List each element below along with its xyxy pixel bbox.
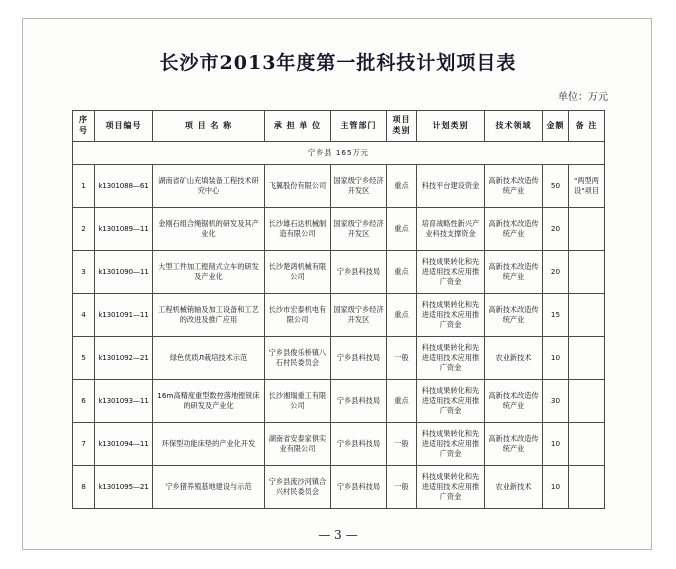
cell-field: 高新技术改造传统产业: [485, 423, 543, 466]
cell-field: 高新技术改造传统产业: [485, 165, 543, 208]
project-table: [72, 110, 605, 509]
cell-amount: 15: [543, 294, 569, 337]
cell-dept: 宁乡县科技局: [331, 423, 387, 466]
cell-name: 绿色优质Л栽培技术示范: [153, 337, 265, 380]
cell-type: 一般: [387, 337, 417, 380]
cell-amount: 30: [543, 380, 569, 423]
cell-note: [569, 294, 605, 337]
cell-name: 工程机械销轴及加工设备和工艺的改进及推广应用: [153, 294, 265, 337]
cell-seq: 3: [73, 251, 95, 294]
cell-dept: 宁乡县科技局: [331, 466, 387, 509]
cell-unit: 长沙雄石达机械制造有限公司: [265, 208, 331, 251]
cell-field: 高新技术改造传统产业: [485, 251, 543, 294]
cell-type: 重点: [387, 251, 417, 294]
cell-dept: 宁乡县科技局: [331, 251, 387, 294]
cell-code: k1301093—11: [95, 380, 153, 423]
table-row: [73, 423, 605, 466]
cell-plan: 科技成果转化和先进适用技术应用推广资金: [417, 466, 485, 509]
cell-dept: 国家级宁乡经济开发区: [331, 165, 387, 208]
cell-name: 环保型功能床垫的产业化开发: [153, 423, 265, 466]
cell-amount: 50: [543, 165, 569, 208]
cell-note: [569, 337, 605, 380]
cell-type: 一般: [387, 423, 417, 466]
column-header-name: 项 目 名 称: [153, 111, 265, 142]
section-label: 宁乡县 165万元: [73, 142, 605, 165]
cell-amount: 10: [543, 337, 569, 380]
table-row: [73, 337, 605, 380]
cell-unit: 宁乡县流沙河镇合兴村民委员会: [265, 466, 331, 509]
table-row: [73, 380, 605, 423]
cell-code: k1301089—11: [95, 208, 153, 251]
cell-plan: 科技成果转化和先进适用技术应用推广资金: [417, 294, 485, 337]
cell-unit: 长沙湘瑞重工有限公司: [265, 380, 331, 423]
unit-note: 单位：万元: [558, 92, 608, 103]
cell-seq: 4: [73, 294, 95, 337]
cell-field: 高新技术改造传统产业: [485, 294, 543, 337]
cell-dept: 国家级宁乡经济开发区: [331, 294, 387, 337]
table-row: [73, 208, 605, 251]
cell-code: k1301092—21: [95, 337, 153, 380]
cell-amount: 20: [543, 251, 569, 294]
page-number: — 3 —: [318, 528, 358, 542]
page-title: 长沙市2013年度第一批科技计划项目表: [159, 52, 517, 74]
cell-note: [569, 423, 605, 466]
cell-code: k1301091—11: [95, 294, 153, 337]
cell-name: 湖南省矿山充填装备工程技术研究中心: [153, 165, 265, 208]
cell-code: k1301095—21: [95, 466, 153, 509]
cell-code: k1301094—11: [95, 423, 153, 466]
column-header-code: 项目编号: [95, 111, 153, 142]
cell-amount: 10: [543, 423, 569, 466]
cell-amount: 20: [543, 208, 569, 251]
cell-note: "两型两设"项目: [569, 165, 605, 208]
table-row: [73, 294, 605, 337]
column-header-plan: 计划类别: [417, 111, 485, 142]
cell-seq: 2: [73, 208, 95, 251]
cell-type: 重点: [387, 294, 417, 337]
column-header-field: 技术领域: [485, 111, 543, 142]
cell-seq: 5: [73, 337, 95, 380]
cell-code: k1301088—61: [95, 165, 153, 208]
cell-type: 重点: [387, 208, 417, 251]
cell-plan: 科技成果转化和先进适用技术应用推广资金: [417, 251, 485, 294]
column-header-dept: 主管部门: [331, 111, 387, 142]
cell-unit: 长沙楚鸿机械有限公司: [265, 251, 331, 294]
cell-note: [569, 466, 605, 509]
cell-dept: 国家级宁乡经济开发区: [331, 208, 387, 251]
column-header-type: 项目类别: [387, 111, 417, 142]
cell-dept: 宁乡县科技局: [331, 380, 387, 423]
cell-name: 宁乡猪养殖基地建设与示范: [153, 466, 265, 509]
column-header-seq: 序号: [73, 111, 95, 142]
cell-field: 农业新技术: [485, 466, 543, 509]
column-header-unit: 承 担 单 位: [265, 111, 331, 142]
table-row: [73, 165, 605, 208]
column-header-note: 备 注: [569, 111, 605, 142]
cell-field: 农业新技术: [485, 337, 543, 380]
cell-type: 重点: [387, 380, 417, 423]
cell-unit: 湖南省安泰家俱实业有限公司: [265, 423, 331, 466]
cell-plan: 科技成果转化和先进适用技术应用推广资金: [417, 380, 485, 423]
cell-unit: 长沙市宏泰机电有限公司: [265, 294, 331, 337]
cell-seq: 6: [73, 380, 95, 423]
cell-unit: 宁乡县俊乐桥镇八石村民委员会: [265, 337, 331, 380]
cell-type: 一般: [387, 466, 417, 509]
cell-plan: 科技平台建设资金: [417, 165, 485, 208]
cell-unit: 飞翼股份有限公司: [265, 165, 331, 208]
table-row: [73, 251, 605, 294]
cell-code: k1301090—11: [95, 251, 153, 294]
column-header-amount: 金额: [543, 111, 569, 142]
cell-note: [569, 251, 605, 294]
cell-plan: 科技成果转化和先进适用技术应用推广资金: [417, 423, 485, 466]
cell-name: 金刚石组合绳锯机的研发及其产业化: [153, 208, 265, 251]
cell-name: 16m高精度重型数控落地镗铣床的研发及产业化: [153, 380, 265, 423]
cell-type: 重点: [387, 165, 417, 208]
cell-note: [569, 380, 605, 423]
table-row: [73, 466, 605, 509]
cell-seq: 8: [73, 466, 95, 509]
cell-seq: 7: [73, 423, 95, 466]
cell-field: 高新技术改造传统产业: [485, 380, 543, 423]
cell-field: 高新技术改造传统产业: [485, 208, 543, 251]
cell-seq: 1: [73, 165, 95, 208]
cell-amount: 10: [543, 466, 569, 509]
cell-plan: 科技成果转化和先进适用技术应用推广资金: [417, 337, 485, 380]
cell-name: 大型工件加工镗削式立车的研发及产业化: [153, 251, 265, 294]
table-header-row: [73, 111, 605, 142]
cell-note: [569, 208, 605, 251]
section-row: [73, 142, 605, 165]
cell-plan: 培育战略性新兴产业科技支撑资金: [417, 208, 485, 251]
cell-dept: 宁乡县科技局: [331, 337, 387, 380]
